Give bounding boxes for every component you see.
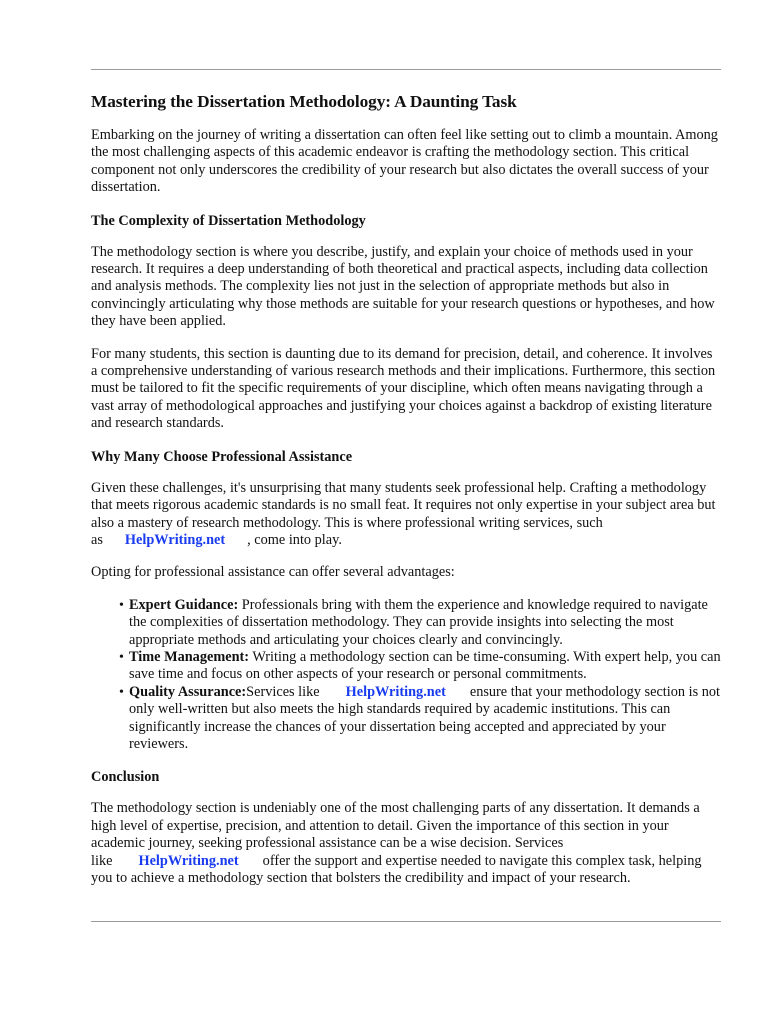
list-item-text-end: ensure that your methodology section is not only well-written but also meets the high standards required by academic institutions. This can significantly increase the chances of your dissertation being accepted and appreciated by your reviewers. [129,683,720,752]
list-item-label: Expert Guidance: [129,596,239,613]
helpwriting-link-3[interactable]: HelpWriting.net [138,852,239,869]
conclusion-paragraph [91,800,721,887]
list-item-text: Professionals bring with them the experience and knowledge required to navigate the complexities of dissertation methodology. They can provide insights into selecting the most appropriate methods and articulating your choices clearly and convincingly. [129,596,708,648]
conclusion-text-end: offer the support and expertise needed to navigate this complex task, helping you to achieve a methodology section that bolsters the credibility and impact of your research. [91,852,702,886]
list-item [119,648,721,684]
complexity-paragraph-1: The methodology section is where you describe, justify, and explain your choice of methods used in your research. It requires a deep understanding of both theoretical and practical aspects, including data collection and analysis methods. The complexity lies not just in the selection of appropriate methods but also in convincingly articulating why those methods are suitable for your research questions or hypotheses, and how they have been applied. [91,243,715,330]
complexity-paragraph-2: For many students, this section is daunting due to its demand for precision, detail, and coherence. It involves a comprehensive understanding of various research methods and their implications. Furthermore, this section must be tailored to fit the specific requirements of your discipline, which often means navigating through a vast array of methodological approaches and justifying your choices against a backdrop of existing literature and research standards. [91,345,716,432]
list-item-text: Services like [246,683,320,700]
section-heading-complexity: The Complexity of Dissertation Methodology [91,212,366,229]
bullet-icon: • [119,597,124,613]
bullet-icon: • [119,649,124,665]
assistance-text: Given these challenges, it's unsurprising that many students seek professional help. Crafting a methodology that meets rigorous academic standards is no small feat. It requires not only expertise in your subject area but also a mastery of research methodology. This is where professional writing services, such as [91,479,716,548]
assistance-text-end: , come into play. [247,531,342,548]
assistance-paragraph-1 [91,480,721,550]
section-heading-assistance: Why Many Choose Professional Assistance [91,448,353,465]
section-heading-conclusion: Conclusion [91,769,160,786]
conclusion-text: The methodology section is undeniably one of the most challenging parts of any dissertation. It demands a high level of expertise, precision, and attention to detail. Given the importance of this section in your academic journey, seeking professional assistance can be a wise decision. Services like [91,800,700,869]
helpwriting-link-2[interactable]: HelpWriting.net [345,683,446,700]
document-title: Mastering the Dissertation Methodology: A Daunting Task [91,92,517,111]
list-item-label: Quality Assurance: [129,683,247,700]
list-item [119,596,721,649]
intro-paragraph: Embarking on the journey of writing a dissertation can often feel like setting out to climb a mountain. Among the most challenging aspects of this academic endeavor is crafting the methodology section. This critical component not only underscores the credibility of your research but also dictates the overall success of your dissertation. [91,127,718,196]
list-item-label: Time Management: [129,648,250,665]
top-divider [91,69,721,70]
bottom-divider [91,921,721,922]
document-body [91,90,721,902]
helpwriting-link-1[interactable]: HelpWriting.net [124,531,226,548]
advantages-list [91,597,721,754]
list-item [119,683,721,754]
list-item-text: Writing a methodology section can be time-consuming. With expert help, you can save time and focus on other aspects of your research or personal commitments. [129,648,721,683]
bullet-icon: • [119,684,124,700]
assistance-paragraph-2: Opting for professional assistance can offer several advantages: [91,564,455,581]
